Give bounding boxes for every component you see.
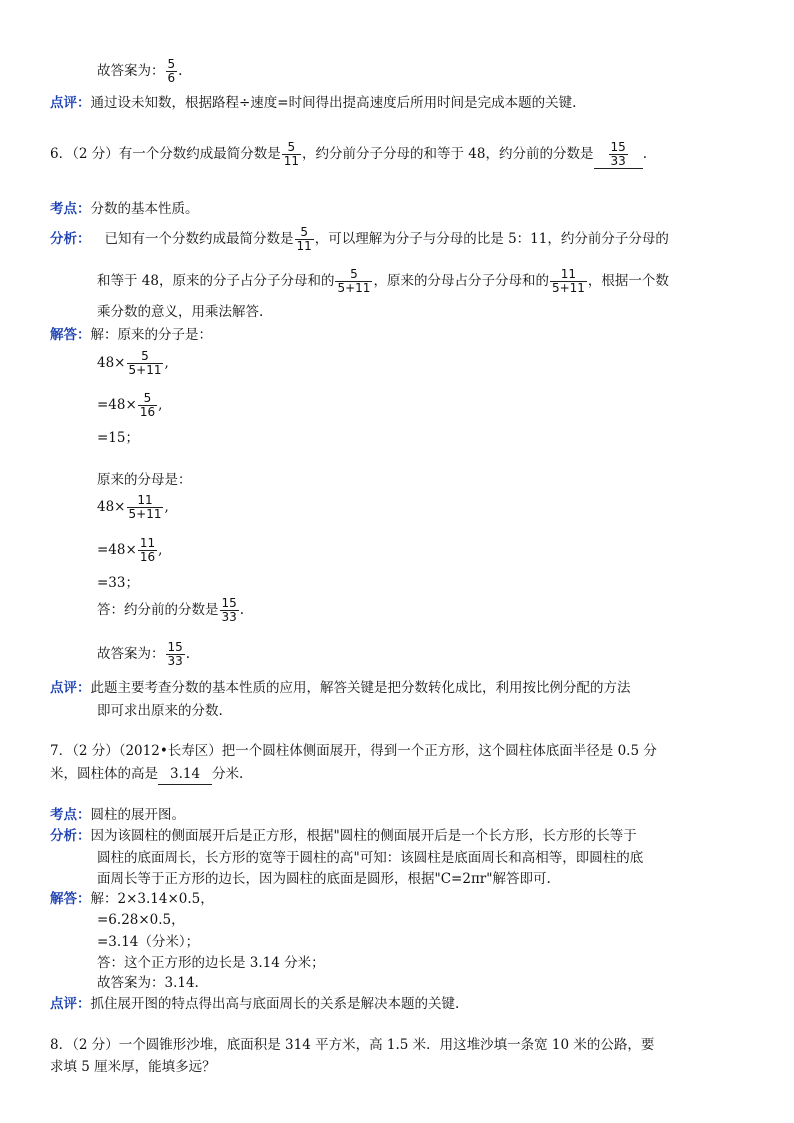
q6-jieda bbox=[50, 325, 212, 345]
q5-answer-prefix: 故答案为： bbox=[97, 63, 165, 79]
q7-kaodian bbox=[50, 805, 185, 825]
step-prefix: 48× bbox=[97, 499, 126, 515]
step-end: . bbox=[185, 646, 191, 662]
q6-fenxi-line1 bbox=[50, 226, 669, 253]
numerator: 5 bbox=[127, 350, 164, 364]
numerator: 11 bbox=[139, 536, 156, 550]
q6-answer-blank bbox=[594, 141, 643, 169]
denominator: 11 bbox=[296, 239, 312, 253]
fenxi-text-b: ，原来的分母占分子分母和的 bbox=[373, 273, 549, 289]
q8-stem-1: 8．（2 分）一个圆锥形沙堆，底面积是 314 平方米，高 1.5 米．用这堆沙填一条宽 10 米的公路，要 bbox=[50, 1037, 655, 1053]
numerator: 11 bbox=[127, 494, 164, 508]
q6-step-4: 原来的分母是： bbox=[97, 472, 192, 488]
denominator: 33 bbox=[221, 610, 237, 624]
step-fraction bbox=[166, 641, 185, 668]
numerator: 11 bbox=[550, 268, 587, 282]
q5-answer-line bbox=[97, 58, 182, 85]
review-label: 点评： bbox=[50, 680, 91, 696]
fenxi-text: 和等于 48，原来的分子占分子分母和的 bbox=[97, 273, 335, 289]
kaodian-text: 分数的基本性质。 bbox=[90, 201, 199, 217]
q7-stem-1: 7．（2 分）（2012•长寿区）把一个圆柱体侧面展开，得到一个正方形，这个圆柱体底面半径是 0.5 分 bbox=[50, 743, 657, 759]
numerator: 5 bbox=[167, 57, 176, 71]
review-text: 此题主要考查分数的基本性质的应用，解答关键是把分数转化成比，利用按比例分配的方法 bbox=[90, 680, 631, 696]
fenxi-fraction bbox=[295, 226, 314, 253]
review-text: 抓住展开图的特点得出高与底面周长的关系是解决本题的关键. bbox=[90, 996, 460, 1012]
q8-stem-2: 求填 5 厘米厚，能填多远？ bbox=[50, 1059, 216, 1075]
step-fraction bbox=[138, 537, 157, 564]
jieda-text: 解：原来的分子是： bbox=[90, 327, 212, 343]
numerator: 15 bbox=[221, 596, 237, 610]
q6-step-9 bbox=[97, 641, 190, 668]
jieda-label: 解答： bbox=[50, 891, 91, 907]
q6-kaodian bbox=[50, 199, 199, 219]
q6-step-6 bbox=[97, 537, 162, 564]
review-label: 点评： bbox=[50, 95, 91, 111]
q6-review-2: 即可求出原来的分数. bbox=[97, 703, 223, 719]
q7-review bbox=[50, 994, 459, 1014]
denominator: 33 bbox=[167, 654, 183, 668]
q6-stem-text: 6．（2 分）有一个分数约成最简分数是 bbox=[50, 146, 281, 162]
numerator: 5 bbox=[282, 141, 301, 155]
end-dot: . bbox=[178, 63, 183, 79]
q6-stem-text-b: ，约分前分子分母的和等于 48，约分前的分数是 bbox=[302, 146, 594, 162]
denominator: 16 bbox=[139, 405, 156, 419]
step-prefix: 答：约分前的分数是 bbox=[97, 602, 219, 618]
denominator: 6 bbox=[167, 71, 176, 85]
q5-answer-fraction bbox=[166, 58, 178, 85]
step-prefix: =48× bbox=[97, 397, 137, 413]
q6-step-3: =15； bbox=[97, 430, 139, 446]
fenxi-text-c: ，根据一个数 bbox=[587, 273, 669, 289]
q6-review-1 bbox=[50, 678, 631, 698]
q6-answer-fraction bbox=[609, 141, 628, 168]
q7-stem-text-b: 分米. bbox=[212, 766, 244, 782]
kaodian-text: 圆柱的展开图。 bbox=[90, 807, 185, 823]
q6-stem bbox=[50, 141, 647, 169]
denominator: 5+11 bbox=[551, 281, 585, 295]
denominator: 5+11 bbox=[337, 281, 371, 295]
end-dot: . bbox=[642, 146, 648, 162]
q7-jieda-1 bbox=[50, 889, 214, 909]
step-fraction bbox=[127, 494, 164, 521]
step-fraction bbox=[127, 350, 164, 377]
jieda-label: 解答： bbox=[50, 327, 91, 343]
q6-step-5 bbox=[97, 494, 169, 521]
fenxi-label: 分析： bbox=[50, 231, 91, 247]
denominator: 33 bbox=[610, 154, 626, 168]
q7-stem-text: 米，圆柱体的高是 bbox=[50, 766, 158, 782]
q7-fenxi-3: 面周长等于正方形的边长，因为圆柱的底面是圆形，根据"C=2πr"解答即可. bbox=[97, 871, 551, 887]
numerator: 5 bbox=[295, 226, 314, 240]
q6-stem-fraction bbox=[282, 141, 301, 168]
denominator: 11 bbox=[283, 154, 300, 168]
q6-step-8 bbox=[97, 597, 244, 624]
q7-jieda-3: =3.14（分米）； bbox=[97, 934, 200, 950]
q7-jieda-5: 故答案为：3.14. bbox=[97, 975, 199, 991]
q7-jieda-2: =6.28×0.5， bbox=[97, 912, 185, 928]
denominator: 5+11 bbox=[128, 363, 162, 377]
fenxi-label: 分析： bbox=[50, 828, 91, 844]
fenxi-fraction-1 bbox=[335, 268, 372, 295]
q6-step-1 bbox=[97, 350, 169, 377]
denominator: 16 bbox=[139, 550, 156, 564]
q5-review bbox=[50, 93, 576, 113]
step-end: , bbox=[158, 397, 163, 413]
denominator: 5+11 bbox=[128, 507, 162, 521]
step-end: . bbox=[239, 602, 245, 618]
q7-fenxi-2: 圆柱的底面周长，长方形的宽等于圆柱的高"可知：该圆柱是底面周长和高相等，即圆柱的底 bbox=[97, 850, 644, 866]
q7-jieda-4: 答：这个正方形的边长是 3.14 分米； bbox=[97, 955, 325, 971]
kaodian-label: 考点： bbox=[50, 807, 91, 823]
step-prefix: =48× bbox=[97, 542, 137, 558]
q7-answer-blank: 3.14 bbox=[158, 764, 212, 785]
step-end: , bbox=[164, 499, 169, 515]
review-label: 点评： bbox=[50, 996, 91, 1012]
q6-step-7: =33； bbox=[97, 575, 139, 591]
kaodian-label: 考点： bbox=[50, 201, 91, 217]
numerator: 5 bbox=[335, 268, 372, 282]
step-end: , bbox=[164, 355, 169, 371]
step-end: , bbox=[158, 542, 163, 558]
q6-fenxi-line2 bbox=[97, 268, 669, 295]
step-fraction bbox=[138, 392, 157, 419]
q7-fenxi-1 bbox=[50, 826, 637, 846]
numerator: 15 bbox=[610, 140, 626, 154]
q6-fenxi-line3: 乘分数的意义，用乘法解答. bbox=[97, 304, 264, 320]
numerator: 5 bbox=[138, 392, 157, 406]
fenxi-fraction-2 bbox=[550, 268, 587, 295]
q7-stem-2 bbox=[50, 764, 243, 785]
step-prefix: 48× bbox=[97, 355, 126, 371]
jieda-text: 解：2×3.14×0.5， bbox=[90, 891, 214, 907]
review-text: 通过设未知数，根据路程÷速度=时间得出提高速度后所用时间是完成本题的关键. bbox=[90, 95, 577, 111]
step-prefix: 故答案为： bbox=[97, 646, 165, 662]
step-fraction bbox=[220, 597, 239, 624]
fenxi-text-b: ，可以理解为分子与分母的比是 5：11，约分前分子分母的 bbox=[314, 231, 669, 247]
q6-step-2 bbox=[97, 392, 162, 419]
fenxi-text: 已知有一个分数约成最简分数是 bbox=[104, 231, 294, 247]
numerator: 15 bbox=[167, 640, 183, 654]
fenxi-text: 因为该圆柱的侧面展开后是正方形，根据"圆柱的侧面展开后是一个长方形，长方形的长等于 bbox=[90, 828, 637, 844]
